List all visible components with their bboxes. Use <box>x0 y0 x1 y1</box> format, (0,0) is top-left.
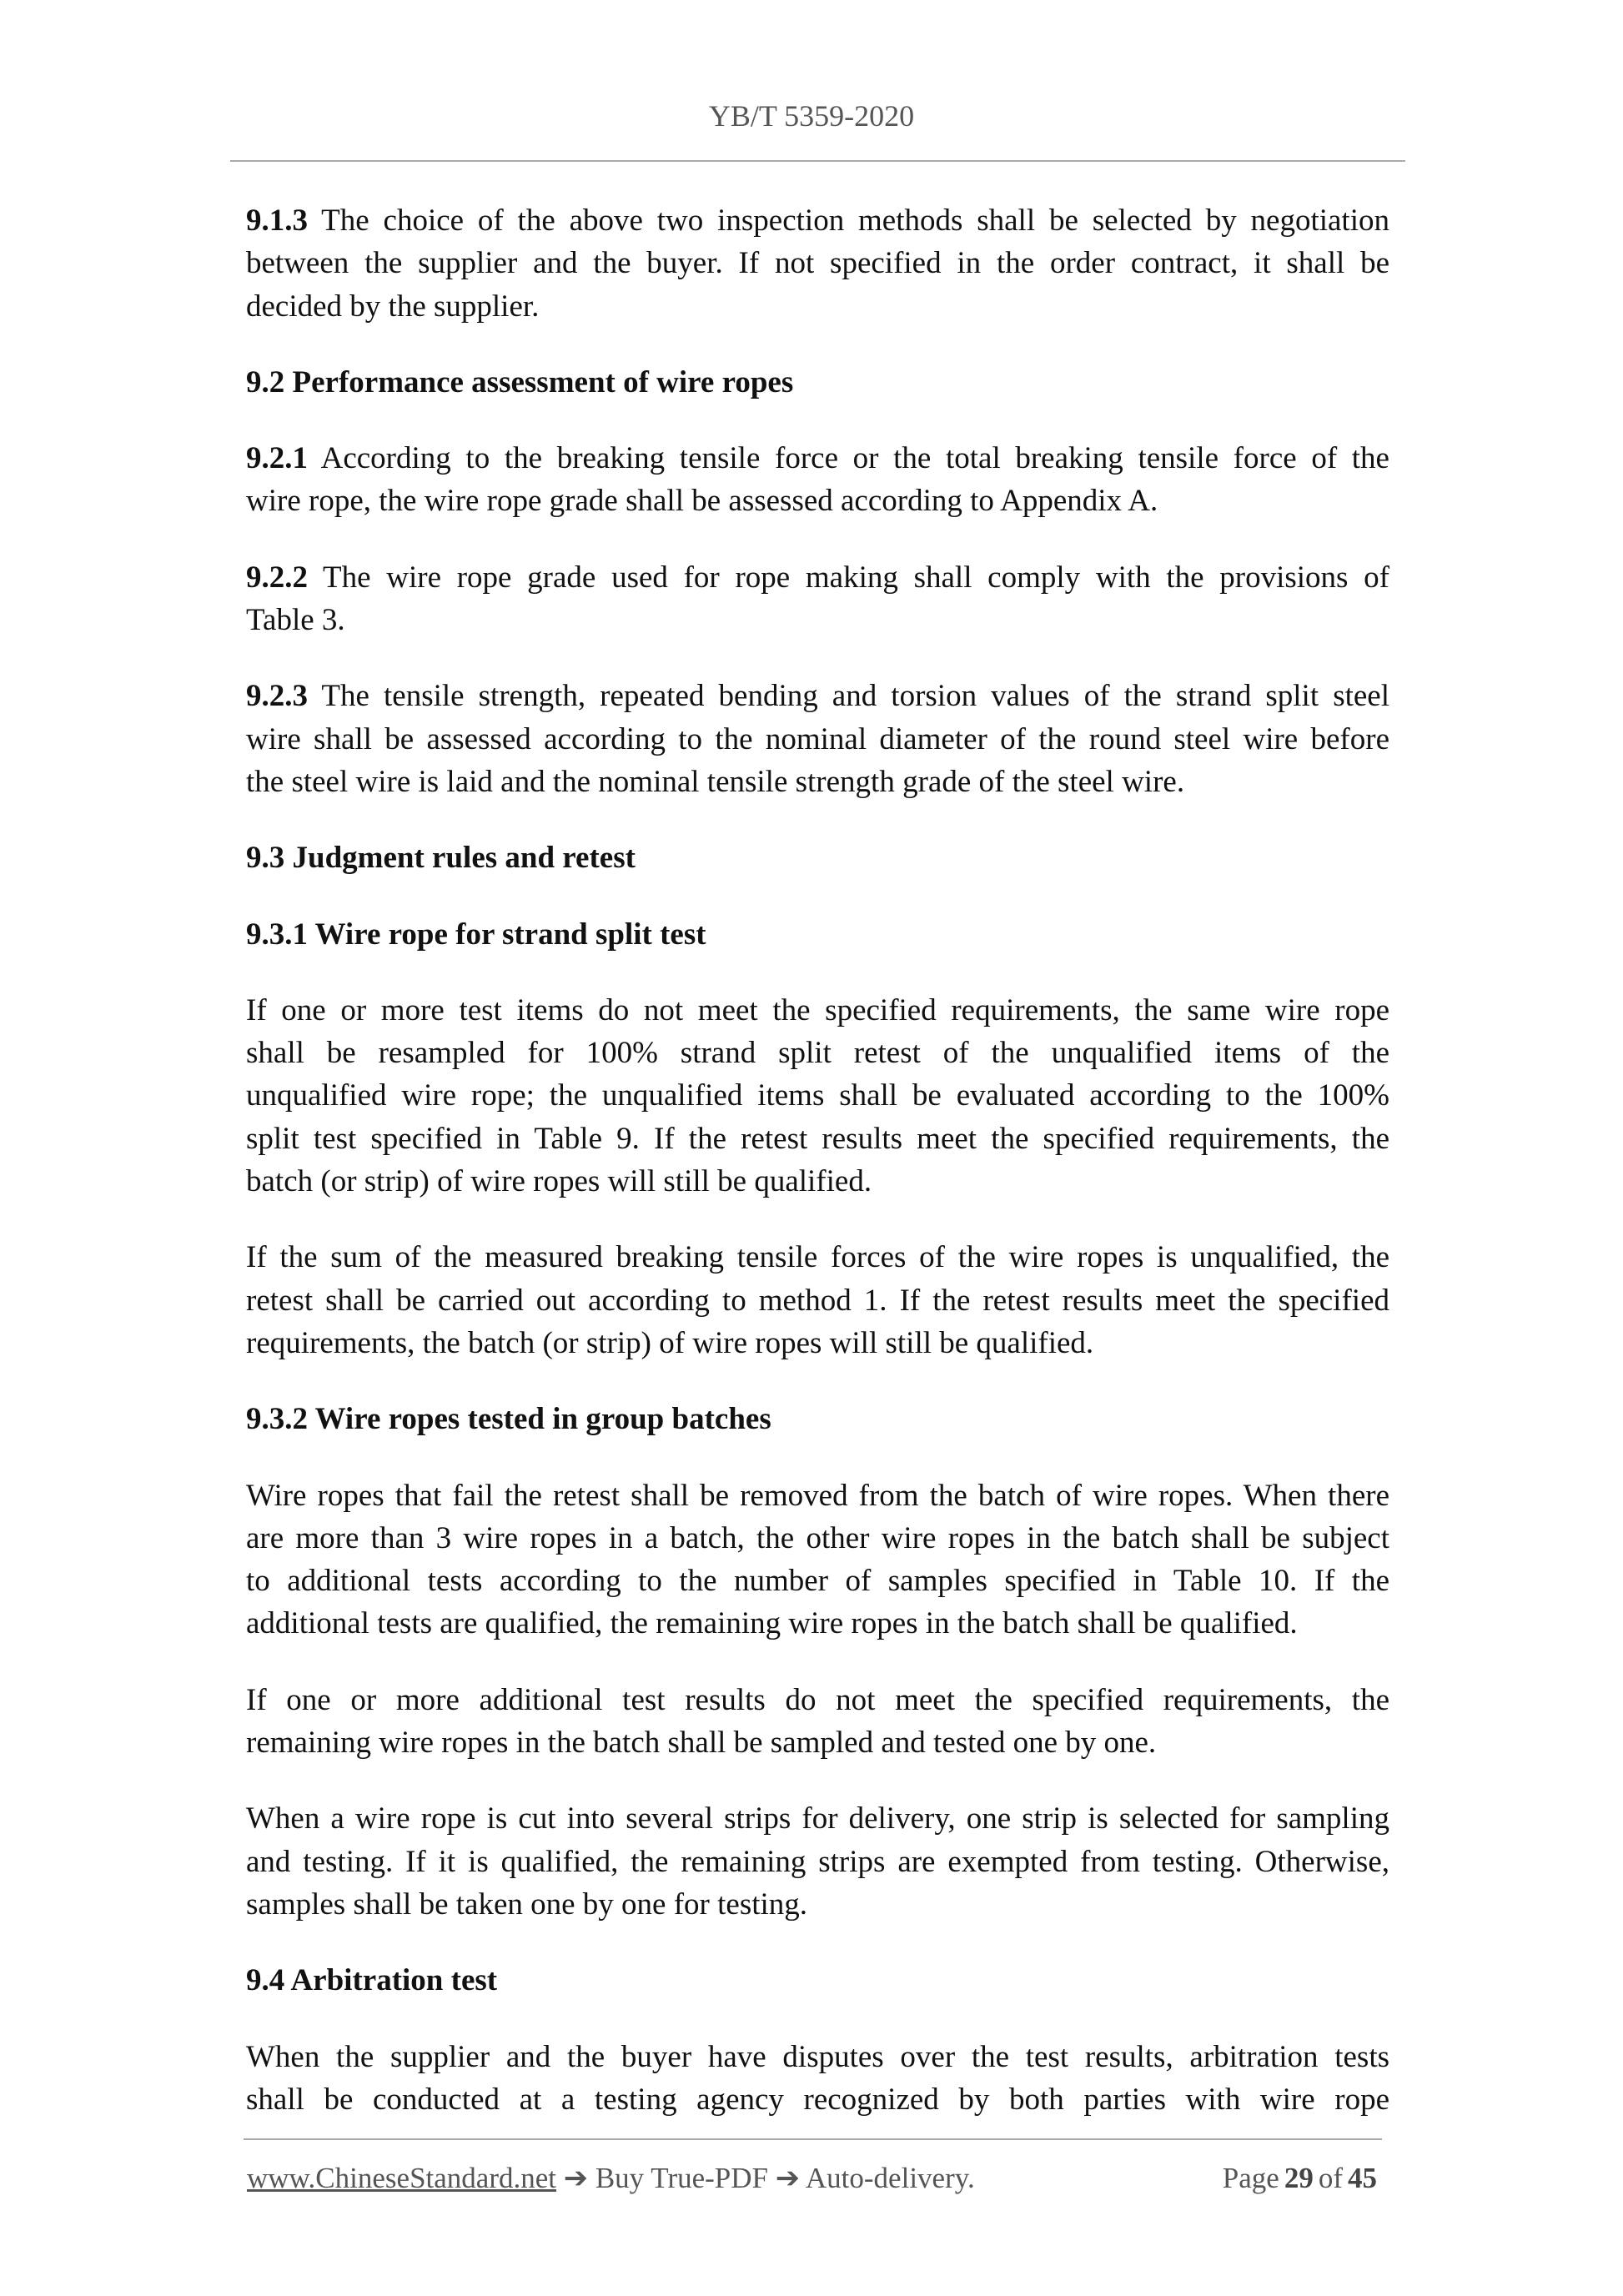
text-line <box>246 1883 1389 1926</box>
text-line <box>246 599 1389 641</box>
section-heading <box>246 913 1389 956</box>
text-line <box>246 556 1389 599</box>
text-line <box>246 1475 1389 1517</box>
paragraph <box>246 1475 1389 1645</box>
text-line <box>246 1560 1389 1602</box>
text-line <box>246 285 1389 328</box>
text-line <box>246 242 1389 284</box>
line-text: If one or more additional test results do not meet the specified requirements, the <box>246 1682 1389 1717</box>
clause-number: 9.2.2 <box>246 560 308 595</box>
line-text: and testing. If it is qualified, the remaining strips are exempted from testing. Otherwise, <box>246 1844 1389 1879</box>
text-line <box>246 1679 1389 1721</box>
text-line <box>246 1160 1389 1203</box>
paragraph <box>246 437 1389 523</box>
page-footer <box>247 2162 1377 2195</box>
line-text: split test specified in Table 9. If the retest results meet the specified requirements, the <box>246 1121 1389 1156</box>
section-heading <box>246 1398 1389 1440</box>
document-header: YB/T 5359-2020 <box>708 99 915 133</box>
text-line <box>246 1279 1389 1322</box>
clause-number: 9.2.3 <box>246 679 308 714</box>
heading-text: 9.3.2 Wire ropes tested in group batches <box>246 1402 771 1437</box>
heading-text: 9.4 Arbitration test <box>246 1963 498 1998</box>
paragraph <box>246 2036 1389 2122</box>
paragraph <box>246 1797 1389 1926</box>
text-line <box>246 989 1389 1032</box>
line-text: between the supplier and the buyer. If not specified in the order contract, it shall be <box>246 246 1389 281</box>
line-text: The wire rope grade used for rope making shall comply with the provisions of <box>323 560 1389 595</box>
line-text: the steel wire is laid and the nominal tensile strength grade of the steel wire. <box>246 764 1185 799</box>
text-line <box>246 1236 1389 1279</box>
page-number <box>1218 2162 1377 2195</box>
paragraph <box>246 1679 1389 1765</box>
line-text: decided by the supplier. <box>246 289 540 324</box>
document-body <box>246 199 1389 2154</box>
section-heading <box>246 361 1389 404</box>
line-text: to additional tests according to the number of samples specified in Table 10. If the <box>246 1564 1389 1599</box>
text-line <box>246 718 1389 761</box>
text-line <box>246 2078 1389 2121</box>
line-text: unqualified wire rope; the unqualified items shall be evaluated according to the 100% <box>246 1078 1389 1113</box>
text-line <box>246 761 1389 803</box>
footer-divider <box>244 2138 1382 2140</box>
heading-text: 9.3.1 Wire rope for strand split test <box>246 917 706 952</box>
line-text: When a wire rope is cut into several strips for delivery, one strip is selected for sampling <box>246 1801 1389 1836</box>
page-label: Page <box>1222 2162 1279 2194</box>
paragraph <box>246 199 1389 328</box>
line-text: retest shall be carried out according to method 1. If the retest results meet the specified <box>246 1283 1389 1318</box>
text-line <box>246 1517 1389 1560</box>
footer-step-delivery: Auto-delivery. <box>805 2162 975 2194</box>
clause-number: 9.2.1 <box>246 441 308 476</box>
heading-text: 9.3 Judgment rules and retest <box>246 841 636 876</box>
line-text: requirements, the batch (or strip) of wire ropes will still be qualified. <box>246 1325 1094 1360</box>
line-text: Wire ropes that fail the retest shall be removed from the batch of wire ropes. When there <box>246 1478 1389 1513</box>
line-text: According to the breaking tensile force or the total breaking tensile force of the <box>320 441 1389 476</box>
current-page: 29 <box>1284 2162 1314 2194</box>
text-line <box>246 1032 1389 1074</box>
line-text: The choice of the above two inspection methods shall be selected by negotiation <box>321 203 1389 238</box>
line-text: If the sum of the measured breaking tensile forces of the wire ropes is unqualified, the <box>246 1240 1389 1275</box>
line-text: Table 3. <box>246 603 345 638</box>
text-line <box>246 199 1389 242</box>
text-line <box>246 1721 1389 1764</box>
line-text: When the supplier and the buyer have disputes over the test results, arbitration tests <box>246 2039 1389 2074</box>
text-line <box>246 1118 1389 1160</box>
line-text: wire rope, the wire rope grade shall be assessed according to Appendix A. <box>246 484 1158 519</box>
paragraph <box>246 989 1389 1203</box>
line-text: If one or more test items do not meet the specified requirements, the same wire rope <box>246 992 1389 1027</box>
heading-text: 9.2 Performance assessment of wire ropes <box>246 364 794 399</box>
text-line <box>246 480 1389 522</box>
text-line <box>246 1602 1389 1645</box>
text-line <box>246 1797 1389 1840</box>
total-pages: 45 <box>1348 2162 1377 2194</box>
text-line <box>246 1322 1389 1364</box>
section-heading <box>246 837 1389 879</box>
line-text: The tensile strength, repeated bending and torsion values of the strand split steel <box>321 679 1389 714</box>
line-text: shall be conducted at a testing agency recognized by both parties with wire rope <box>246 2082 1389 2117</box>
paragraph <box>246 675 1389 803</box>
line-text: batch (or strip) of wire ropes will still be qualified. <box>246 1164 872 1199</box>
line-text: wire shall be assessed according to the nominal diameter of the round steel wire before <box>246 721 1389 756</box>
of-label: of <box>1318 2162 1343 2194</box>
footer-left <box>247 2162 975 2195</box>
header-divider <box>230 160 1405 162</box>
website-link[interactable]: www.ChineseStandard.net <box>247 2162 556 2194</box>
line-text: additional tests are qualified, the remaining wire ropes in the batch shall be qualified. <box>246 1606 1298 1641</box>
text-line <box>246 1841 1389 1883</box>
line-text: shall be resampled for 100% strand split retest of the unqualified items of the <box>246 1036 1389 1071</box>
text-line <box>246 1074 1389 1117</box>
line-text: are more than 3 wire ropes in a batch, the other wire ropes in the batch shall be subject <box>246 1520 1389 1555</box>
footer-step-buy: Buy True-PDF <box>595 2162 768 2194</box>
arrow-icon: ➔ <box>563 2162 589 2194</box>
paragraph <box>246 556 1389 642</box>
arrow-icon: ➔ <box>775 2162 801 2194</box>
section-heading <box>246 1959 1389 2002</box>
paragraph <box>246 1236 1389 1364</box>
clause-number: 9.1.3 <box>246 203 308 238</box>
line-text: remaining wire ropes in the batch shall be sampled and tested one by one. <box>246 1726 1157 1761</box>
line-text: samples shall be taken one by one for testing. <box>246 1887 808 1922</box>
text-line <box>246 437 1389 480</box>
text-line <box>246 2036 1389 2078</box>
text-line <box>246 675 1389 717</box>
